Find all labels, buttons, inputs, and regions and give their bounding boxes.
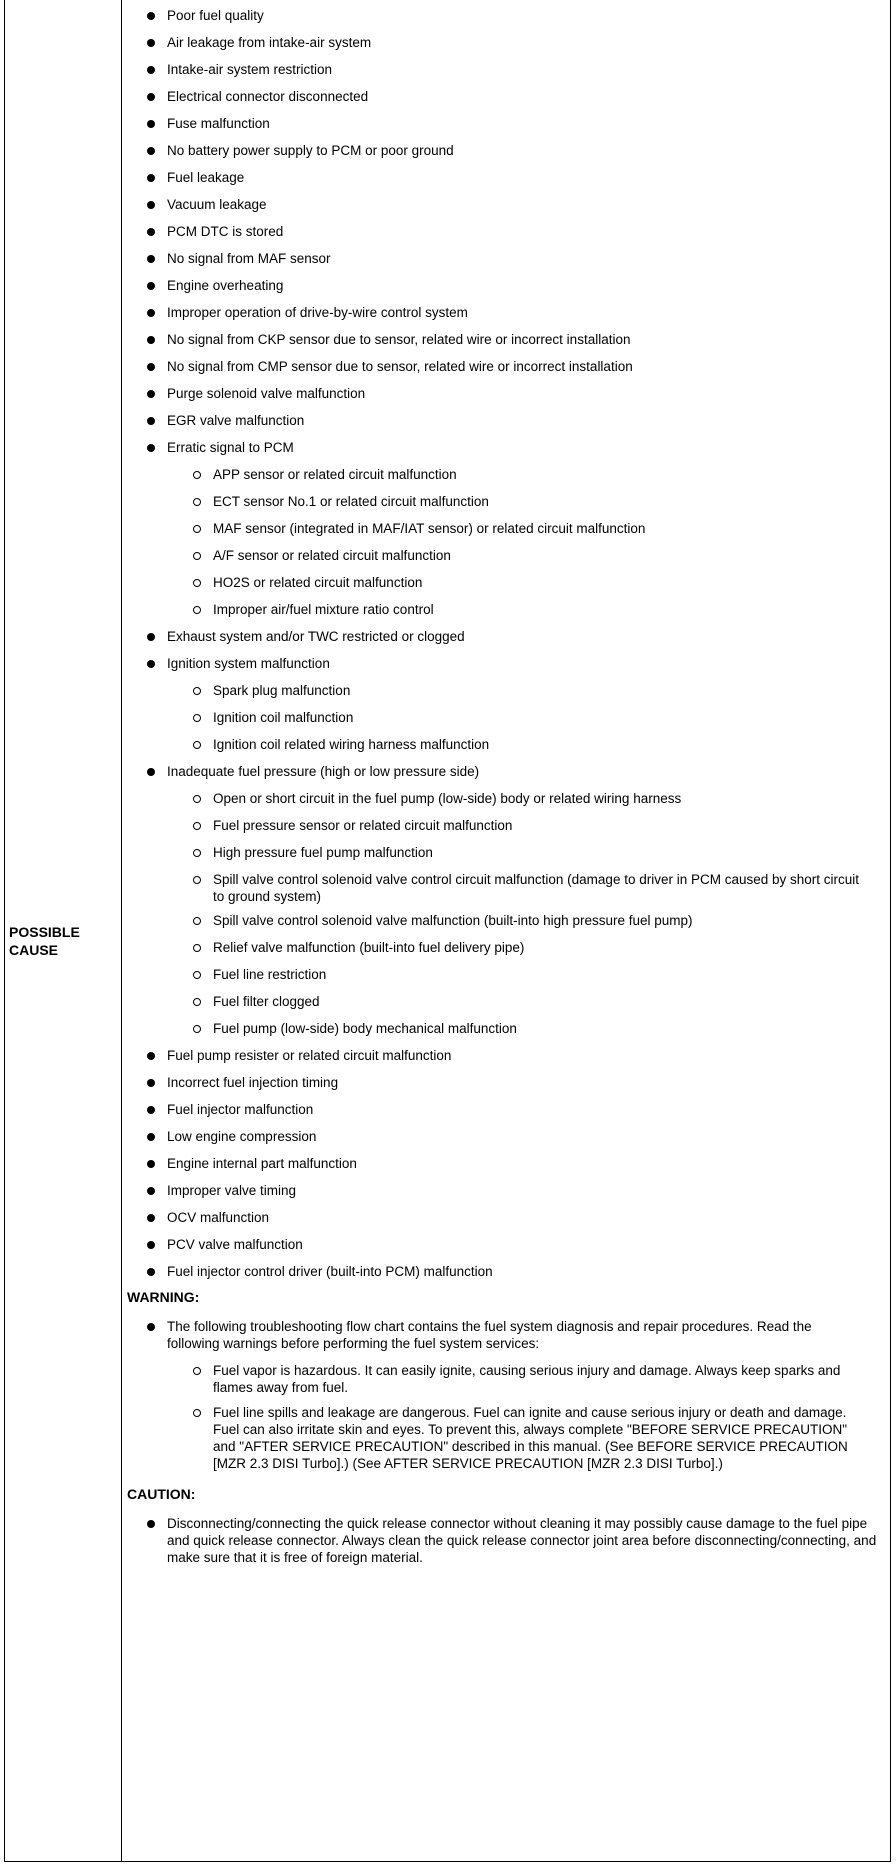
- list-item: [167, 1047, 451, 1064]
- sub-list-item-text: Fuel filter clogged: [213, 994, 320, 1009]
- sub-list-item: [213, 736, 489, 753]
- sub-list-item: [213, 547, 451, 564]
- list-item-text: No signal from MAF sensor: [167, 251, 331, 266]
- warning-intro: [167, 1318, 867, 1352]
- sub-list-item-text: Spill valve control solenoid valve malfunction (built-into high pressure fuel pump): [213, 913, 693, 928]
- list-item: [167, 250, 331, 267]
- list-item-text: Improper valve timing: [167, 1183, 297, 1198]
- list-item-text: Fuel pump resister or related circuit malfunction: [167, 1048, 452, 1063]
- list-item: [167, 439, 294, 456]
- list-item: [167, 358, 633, 375]
- list-item: [167, 1182, 296, 1199]
- sub-list-item: [213, 817, 512, 834]
- list-item: [167, 763, 479, 780]
- list-item-text: EGR valve malfunction: [167, 413, 305, 428]
- list-item: [167, 1128, 316, 1145]
- sub-list-item: [213, 709, 353, 726]
- list-item-text: No signal from CMP sensor due to sensor, related wire or incorrect installation: [167, 359, 633, 374]
- list-item-text: Fuse malfunction: [167, 116, 270, 131]
- list-item-text: Low engine compression: [167, 1129, 317, 1144]
- list-item: [167, 61, 332, 78]
- list-item: [167, 115, 270, 132]
- list-item: [167, 34, 371, 51]
- list-item-text: Engine overheating: [167, 278, 284, 293]
- warning-item-text: Fuel line spills and leakage are dangerous. Fuel can ignite and cause serious injury or death and damage. Fuel can also irritate skin and eyes. To prevent this, always complete "BEFORE SERVICE PRECAUTION" and "AFTER SERVICE PRECAUTION" described in this manual. (See BEFORE SERVICE PRECAUTION [MZR 2.3 DISI Turbo].) (See AFTER SERVICE PRECAUTION [MZR 2.3 DISI Turbo].): [213, 1405, 848, 1471]
- list-item: [167, 1101, 313, 1118]
- list-item-text: Fuel leakage: [167, 170, 245, 185]
- list-item: [167, 412, 304, 429]
- sub-list-item: [213, 493, 489, 510]
- list-item-text: PCM DTC is stored: [167, 224, 284, 239]
- sub-list-item-text: A/F sensor or related circuit malfunction: [213, 548, 451, 563]
- list-item: [167, 385, 365, 402]
- sub-list-item: [213, 966, 326, 983]
- sub-list-item: [213, 601, 434, 618]
- list-item-text: Ignition system malfunction: [167, 656, 330, 671]
- list-item-text: Air leakage from intake-air system: [167, 35, 372, 50]
- sub-list-item: [213, 790, 681, 807]
- sub-list-item-text: Fuel pressure sensor or related circuit malfunction: [213, 818, 513, 833]
- sub-list-item-text: Open or short circuit in the fuel pump (low-side) body or related wiring harness: [213, 791, 682, 806]
- list-item: [167, 1074, 338, 1091]
- list-item: [167, 655, 330, 672]
- sub-list-item-text: ECT sensor No.1 or related circuit malfunction: [213, 494, 489, 509]
- list-item-text: Poor fuel quality: [167, 8, 264, 23]
- list-item: [167, 1209, 269, 1226]
- sub-list-item: [213, 871, 868, 905]
- list-item: [167, 7, 264, 24]
- list-item-text: Purge solenoid valve malfunction: [167, 386, 366, 401]
- sub-list-item: [213, 682, 350, 699]
- list-item: [167, 1155, 357, 1172]
- list-item: [167, 304, 468, 321]
- sub-list-item: [213, 844, 433, 861]
- list-item-text: Vacuum leakage: [167, 197, 267, 212]
- sub-list-item: [213, 520, 645, 537]
- list-item-text: OCV malfunction: [167, 1210, 270, 1225]
- sub-list-item: [213, 1020, 517, 1037]
- sub-list-item-text: Fuel line restriction: [213, 967, 327, 982]
- list-item: [167, 628, 465, 645]
- sub-list-item: [213, 939, 524, 956]
- list-item-text: Exhaust system and/or TWC restricted or clogged: [167, 629, 465, 644]
- list-item: [167, 88, 368, 105]
- warning-intro-text: The following troubleshooting flow chart contains the fuel system diagnosis and repair procedures. Read the following warnings before performing the fuel system services:: [167, 1319, 812, 1351]
- sub-list-item: [213, 466, 457, 483]
- label-line-2: CAUSE: [9, 942, 59, 958]
- sub-list-item-text: Fuel pump (low-side) body mechanical malfunction: [213, 1021, 517, 1036]
- list-item-text: Fuel injector malfunction: [167, 1102, 314, 1117]
- list-item-text: Inadequate fuel pressure (high or low pressure side): [167, 764, 480, 779]
- warning-item-text: Fuel vapor is hazardous. It can easily ignite, causing serious injury and damage. Always keep sparks and flames away from fuel.: [213, 1363, 841, 1395]
- sub-list-item: [213, 993, 320, 1010]
- list-item-text: Erratic signal to PCM: [167, 440, 294, 455]
- list-item-text: No signal from CKP sensor due to sensor, related wire or incorrect installation: [167, 332, 631, 347]
- list-item: [167, 277, 283, 294]
- sub-list-item-text: Ignition coil related wiring harness malfunction: [213, 737, 490, 752]
- sub-list-item-text: HO2S or related circuit malfunction: [213, 575, 423, 590]
- label-line-1: POSSIBLE: [9, 924, 80, 940]
- list-item-text: PCV valve malfunction: [167, 1237, 303, 1252]
- list-item: [167, 169, 244, 186]
- list-item: [167, 1236, 303, 1253]
- sub-list-item-text: High pressure fuel pump malfunction: [213, 845, 433, 860]
- sub-list-item: [213, 574, 422, 591]
- sub-list-item-text: MAF sensor (integrated in MAF/IAT sensor) or related circuit malfunction: [213, 521, 646, 536]
- caution-heading: CAUTION:: [127, 1486, 196, 1502]
- list-item-text: Improper operation of drive-by-wire control system: [167, 305, 468, 320]
- list-item-text: Electrical connector disconnected: [167, 89, 369, 104]
- warning-heading: WARNING:: [127, 1289, 200, 1305]
- sub-list-item-text: APP sensor or related circuit malfunction: [213, 467, 457, 482]
- sub-list-item: [213, 912, 693, 929]
- list-item-text: Intake-air system restriction: [167, 62, 333, 77]
- list-item: [167, 142, 454, 159]
- label-column: [5, 0, 122, 1861]
- sub-list-item-text: Improper air/fuel mixture ratio control: [213, 602, 434, 617]
- list-item: [167, 331, 630, 348]
- list-item-text: Incorrect fuel injection timing: [167, 1075, 339, 1090]
- possible-cause-label: [9, 923, 80, 959]
- list-item: [167, 196, 267, 213]
- sub-list-item-text: Spill valve control solenoid valve control circuit malfunction (damage to driver in PCM caused by short circuit to ground system): [213, 872, 860, 904]
- list-item-text: Fuel injector control driver (built-into PCM) malfunction: [167, 1264, 493, 1279]
- caution-item: [167, 1515, 877, 1566]
- list-item-text: No battery power supply to PCM or poor ground: [167, 143, 454, 158]
- list-item: [167, 223, 283, 240]
- list-item-text: Engine internal part malfunction: [167, 1156, 357, 1171]
- warning-item: [213, 1404, 853, 1472]
- sub-list-item-text: Ignition coil malfunction: [213, 710, 354, 725]
- sub-list-item-text: Spark plug malfunction: [213, 683, 351, 698]
- list-item: [167, 1263, 493, 1280]
- warning-item: [213, 1362, 853, 1396]
- sub-list-item-text: Relief valve malfunction (built-into fuel delivery pipe): [213, 940, 525, 955]
- caution-text: Disconnecting/connecting the quick release connector without cleaning it may possibly cause damage to the fuel pipe and quick release connector. Always clean the quick release connector joint area before disconnecting/connecting, and make sure that it is free of foreign material.: [167, 1516, 877, 1565]
- possible-cause-table: [4, 0, 891, 1862]
